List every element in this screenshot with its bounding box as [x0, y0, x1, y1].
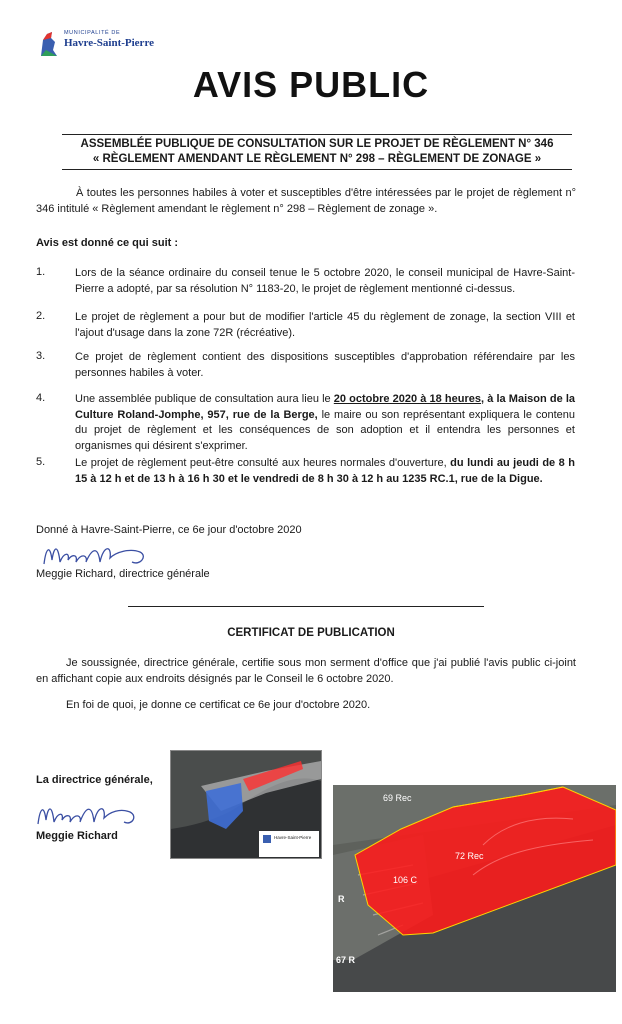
page-title: AVIS PUBLIC — [192, 64, 430, 105]
subtitle-line-2: « RÈGLEMENT AMENDANT LE RÈGLEMENT N° 298 – RÈGLEMENT DE ZONAGE » — [92, 153, 542, 165]
zoning-map — [333, 785, 616, 992]
overview-map-graphic — [171, 751, 321, 858]
certificate-title: CERTIFICAT DE PUBLICATION — [227, 627, 395, 639]
item-number-2: 2. — [36, 310, 46, 322]
overview-map-legend: Havre-Saint-Pierre — [274, 835, 312, 840]
subtitle-bottom-rule — [62, 169, 572, 170]
overview-map — [170, 750, 322, 859]
item-number-1: 1. — [36, 266, 46, 278]
municipality-logo — [38, 26, 155, 64]
zone-label-67-r: 67 R — [336, 955, 356, 965]
given-at-line: Donné à Havre-Saint-Pierre, ce 6e jour d'octobre 2020 — [36, 524, 302, 536]
logo-tagline: MUNICIPALITÉ DE — [64, 30, 121, 36]
zone-label-72-rec: 72 Rec — [455, 851, 484, 861]
certificate-role: La directrice générale, — [36, 774, 153, 786]
subtitle-top-rule — [62, 134, 572, 135]
item-text-1: Lors de la séance ordinaire du conseil tenue le 5 octobre 2020, le conseil municipal de Havre-Saint-Pierre a adopté, par sa résolution N° 1183-20, le projet de règlement mentionné ci-dessus. — [75, 267, 575, 295]
signature-image-2 — [34, 798, 144, 832]
consultation-hours: du lundi au jeudi de 8 h 15 à 12 h et de 13 h à 16 h 30 et le vendredi de 8 h 30 à 12 h au 1235 RC.1, rue de la Digue. — [75, 457, 575, 485]
item-5-part-1: Le projet de règlement peut-être consulté aux heures normales d'ouverture, — [75, 457, 451, 469]
notice-heading: Avis est donné ce qui suit : — [36, 237, 179, 249]
meeting-date: 20 octobre 2020 à 18 heures — [333, 393, 482, 405]
certificate-signer-name: Meggie Richard — [36, 830, 118, 842]
item-number-4: 4. — [36, 392, 46, 404]
municipality-logo-icon — [38, 28, 60, 58]
subtitle-line-1: ASSEMBLÉE PUBLIQUE DE CONSULTATION SUR LE PROJET DE RÈGLEMENT N° 346 — [80, 138, 554, 150]
item-text-5 — [75, 456, 575, 487]
section-divider — [128, 606, 484, 607]
zone-label-r: R — [338, 894, 345, 904]
zoning-map-graphic — [333, 785, 616, 992]
certificate-paragraph-1: Je soussignée, directrice générale, certifie sous mon serment d'office que j'ai publié l'avis public ci-joint en affichant copie aux endroits désignés par le Conseil le 6 octobre 2020. — [36, 657, 576, 685]
zone-label-106-c: 106 C — [393, 875, 418, 885]
item-text-3: Ce projet de règlement contient des dispositions susceptibles d'approbation référendaire par les personnes habiles à voter. — [75, 351, 575, 379]
item-4-part-1: Une assemblée publique de consultation aura lieu le — [75, 393, 334, 405]
intro-paragraph: À toutes les personnes habiles à voter et susceptibles d'être intéressées par le projet de règlement n° 346 intitulé « Règlement amendant le règlement n° 298 – Règlement de zonage ». — [36, 187, 576, 215]
signature-image-1 — [40, 538, 160, 572]
item-text-4 — [75, 392, 575, 454]
zone-label-69-rec: 69 Rec — [383, 793, 412, 803]
item-number-5: 5. — [36, 456, 46, 468]
item-number-3: 3. — [36, 350, 46, 362]
certificate-paragraph-2: En foi de quoi, je donne ce certificat ce 6e jour d'octobre 2020. — [66, 699, 371, 711]
signer-line: Meggie Richard, directrice générale — [36, 568, 210, 580]
item-4-part-3: le maire ou son représentant expliquera le contenu du projet de règlement et les conséquences de son adoption et il entendra les personnes et organismes qui désirent s'exprimer. — [75, 408, 576, 452]
meeting-location: , à la Maison de la Culture Roland-Jomphe, 957, rue de la Berge, — [75, 393, 576, 421]
item-text-2: Le projet de règlement a pour but de modifier l'article 45 du règlement de zonage, la section VIII et l'ajout d'usage dans la zone 72R (récréative). — [75, 311, 575, 339]
logo-name: Havre-Saint-Pierre — [64, 37, 155, 49]
